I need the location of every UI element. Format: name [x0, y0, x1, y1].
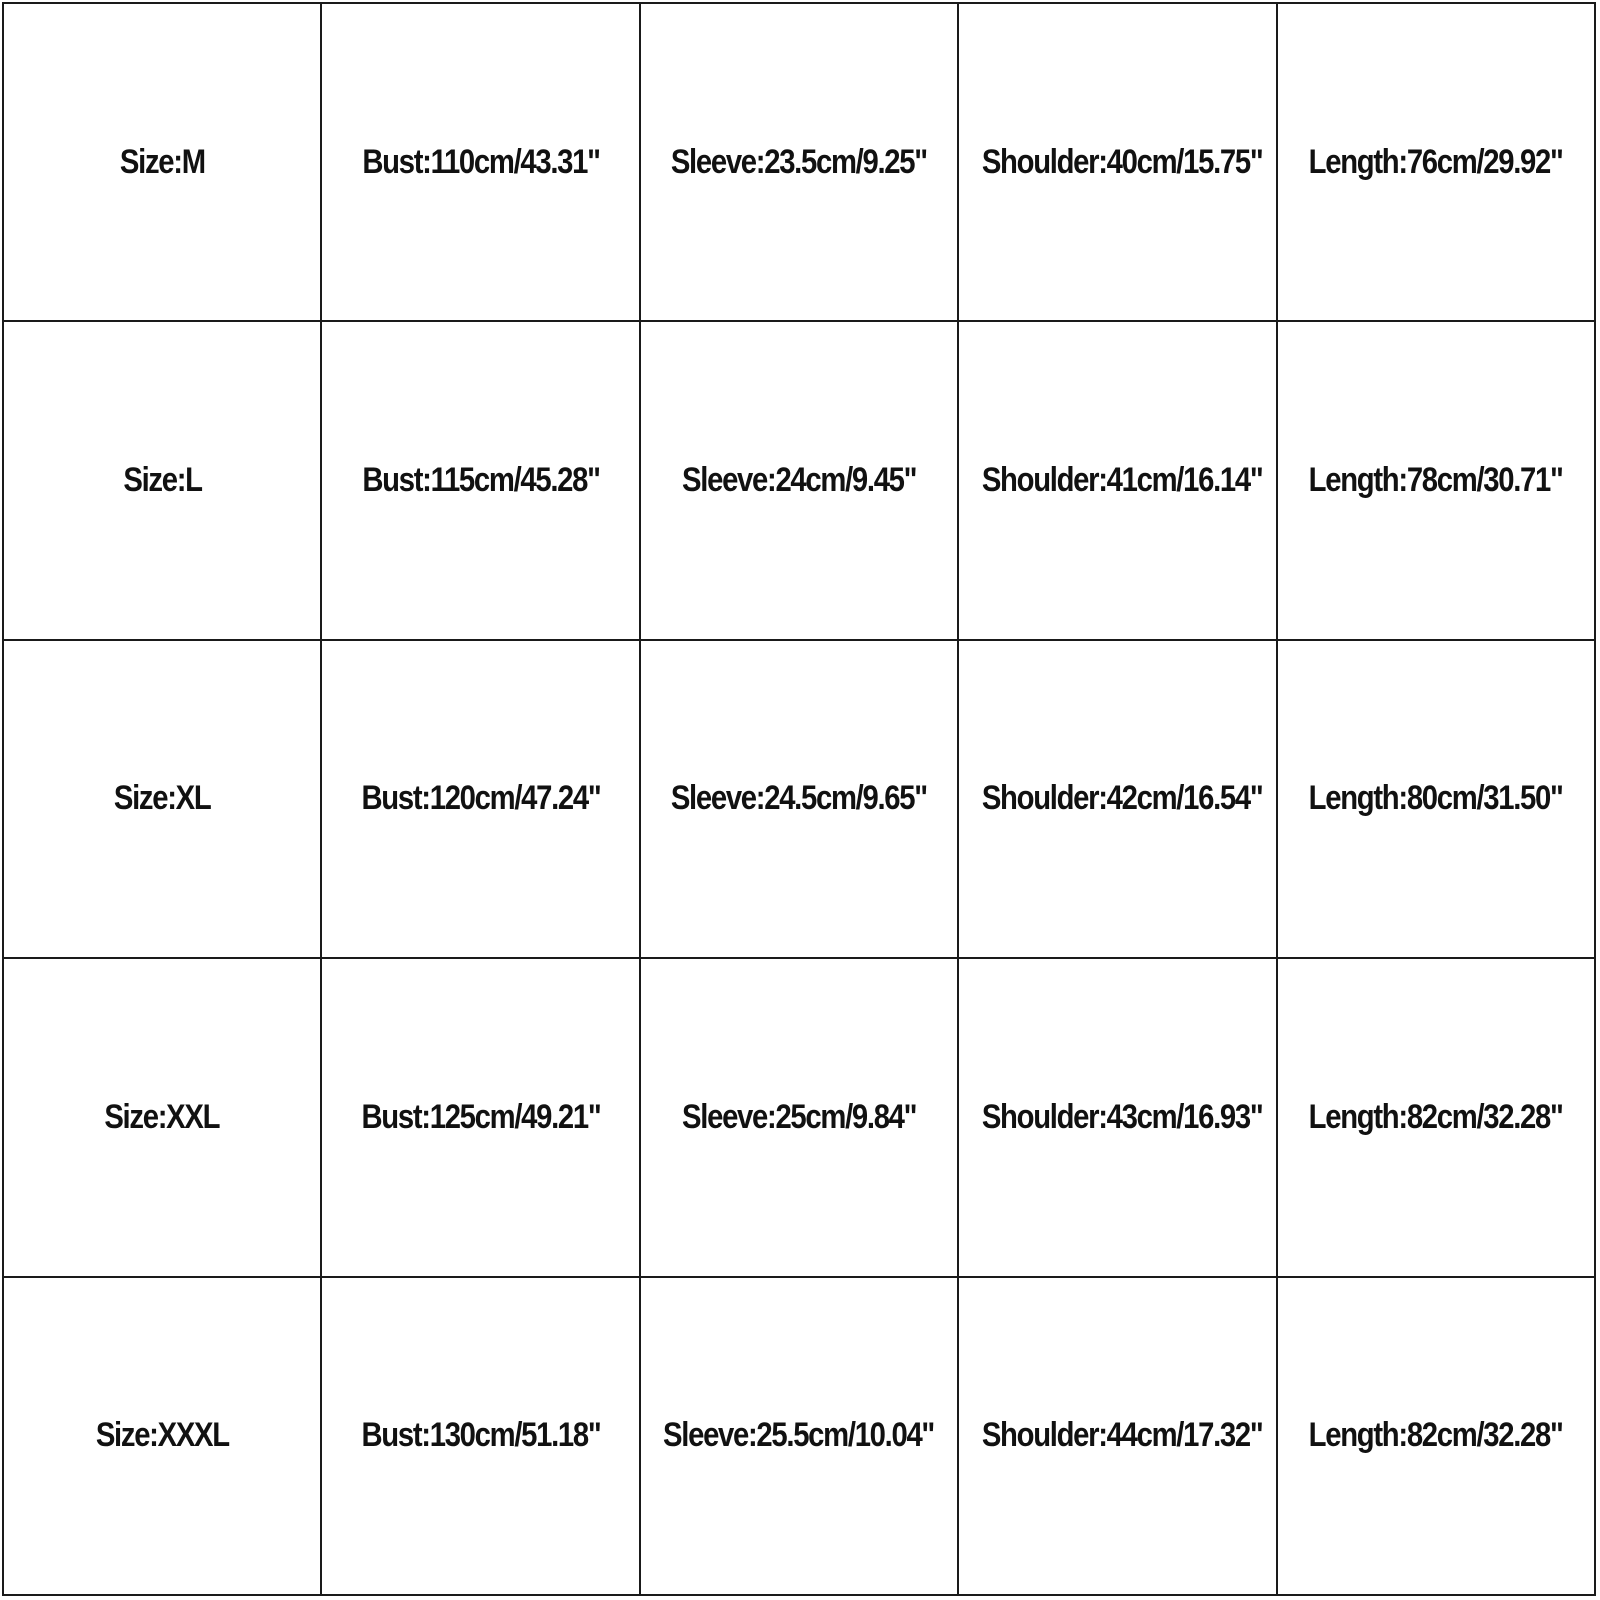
shoulder-cell: Shoulder:44cm/17.32" — [958, 1277, 1276, 1595]
shoulder-cell: Shoulder:42cm/16.54" — [958, 640, 1276, 958]
size-cell: Size:XXL — [3, 958, 321, 1276]
size-table — [2, 2, 1596, 1596]
size-cell: Size:M — [3, 3, 321, 321]
length-cell: Length:82cm/32.28" — [1277, 958, 1595, 1276]
shoulder-cell: Shoulder:41cm/16.14" — [958, 321, 1276, 639]
length-cell: Length:76cm/29.92" — [1277, 3, 1595, 321]
shoulder-cell: Shoulder:43cm/16.93" — [958, 958, 1276, 1276]
bust-cell: Bust:120cm/47.24" — [321, 640, 639, 958]
table-row — [3, 958, 1595, 1276]
sleeve-cell: Sleeve:25cm/9.84" — [640, 958, 958, 1276]
bust-cell: Bust:125cm/49.21" — [321, 958, 639, 1276]
size-cell: Size:XXXL — [3, 1277, 321, 1595]
table-row — [3, 3, 1595, 321]
table-row — [3, 640, 1595, 958]
length-cell: Length:82cm/32.28" — [1277, 1277, 1595, 1595]
shoulder-cell: Shoulder:40cm/15.75" — [958, 3, 1276, 321]
size-cell: Size:L — [3, 321, 321, 639]
length-cell: Length:78cm/30.71" — [1277, 321, 1595, 639]
sleeve-cell: Sleeve:23.5cm/9.25" — [640, 3, 958, 321]
sleeve-cell: Sleeve:24cm/9.45" — [640, 321, 958, 639]
table-row — [3, 1277, 1595, 1595]
bust-cell: Bust:115cm/45.28" — [321, 321, 639, 639]
length-cell: Length:80cm/31.50" — [1277, 640, 1595, 958]
table-row — [3, 321, 1595, 639]
bust-cell: Bust:130cm/51.18" — [321, 1277, 639, 1595]
bust-cell: Bust:110cm/43.31" — [321, 3, 639, 321]
sleeve-cell: Sleeve:24.5cm/9.65" — [640, 640, 958, 958]
sleeve-cell: Sleeve:25.5cm/10.04" — [640, 1277, 958, 1595]
size-cell: Size:XL — [3, 640, 321, 958]
